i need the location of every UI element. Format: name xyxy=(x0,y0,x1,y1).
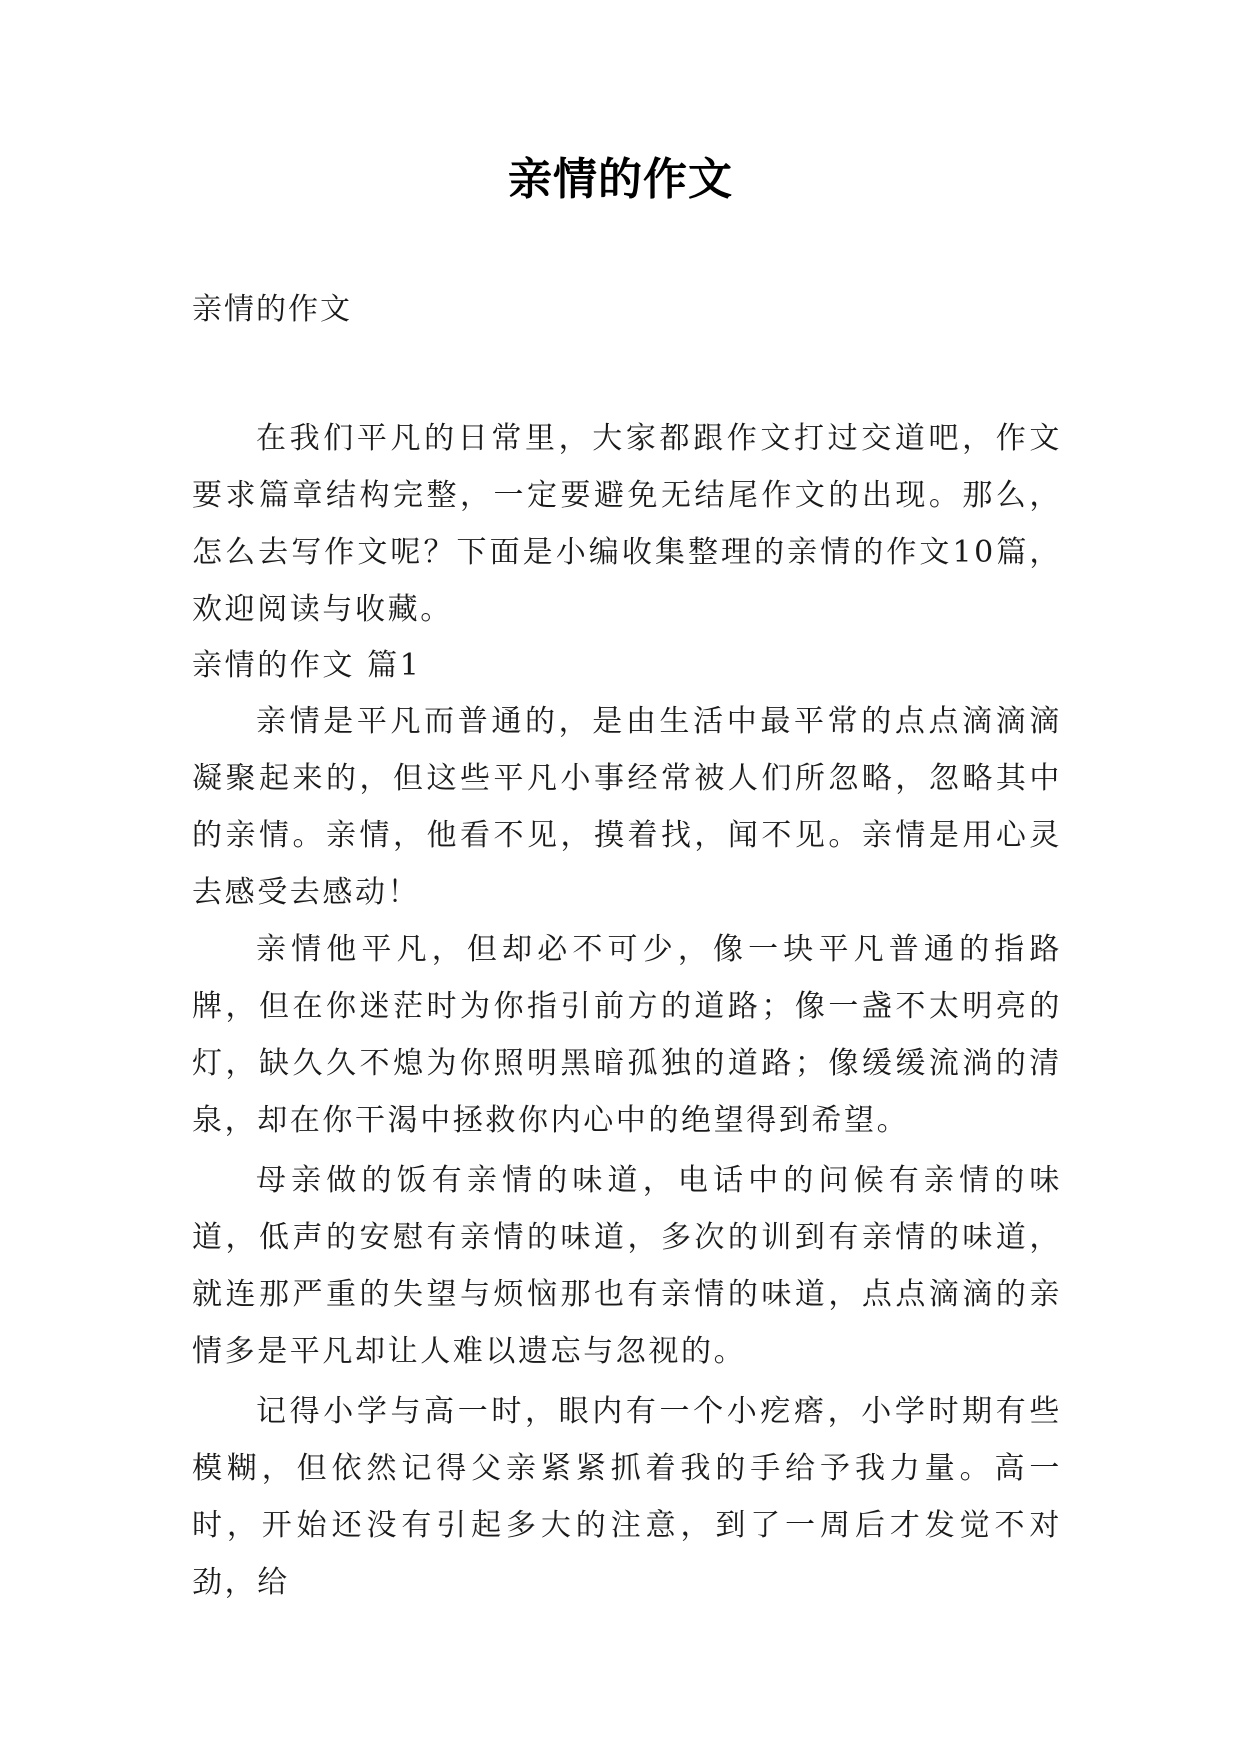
body-paragraph: 母亲做的饭有亲情的味道，电话中的问候有亲情的味道，低声的安慰有亲情的味道，多次的训到有亲情的味道，就连那严重的失望与烦恼那也有亲情的味道，点点滴滴的亲情多是平凡却让人难以遗忘与忽视的。 xyxy=(192,1163,1062,1369)
document-body xyxy=(192,410,1062,1611)
body-paragraph: 记得小学与高一时，眼内有一个小疙瘩，小学时期有些模糊，但依然记得父亲紧紧抓着我的手给予我力量。高一时，开始还没有引起多大的注意，到了一周后才发觉不对劲，给 xyxy=(192,1394,1062,1600)
body-paragraph: 亲情是平凡而普通的，是由生活中最平常的点点滴滴滴凝聚起来的，但这些平凡小事经常被人们所忽略，忽略其中的亲情。亲情，他看不见，摸着找，闻不见。亲情是用心灵去感受去感动！ xyxy=(192,704,1062,910)
section-heading: 亲情的作文 篇1 xyxy=(192,648,422,683)
body-paragraph: 亲情他平凡，但却必不可少，像一块平凡普通的指路牌，但在你迷茫时为你指引前方的道路；像一盏不太明亮的灯，缺久久不熄为你照明黑暗孤独的道路；像缓缓流淌的清泉，却在你干渴中拯救你内心中的绝望得到希望。 xyxy=(192,932,1062,1138)
document-subtitle: 亲情的作文 xyxy=(192,292,352,327)
intro-paragraph: 在我们平凡的日常里，大家都跟作文打过交道吧，作文要求篇章结构完整，一定要避免无结尾作文的出现。那么，怎么去写作文呢？下面是小编收集整理的亲情的作文10篇，欢迎阅读与收藏。 xyxy=(192,421,1062,627)
document-title: 亲情的作文 xyxy=(508,154,733,205)
